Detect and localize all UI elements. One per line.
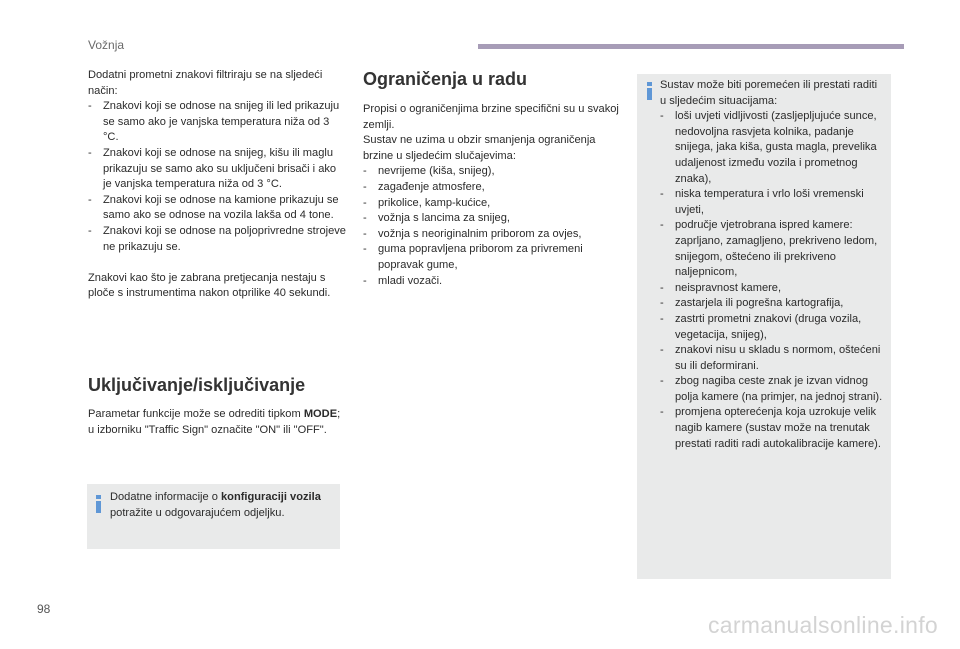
list-item: - neispravnost kamere, xyxy=(660,281,885,297)
column-middle xyxy=(363,68,621,289)
info-bold: konfiguraciji vozila xyxy=(221,491,321,503)
header-bar xyxy=(478,44,904,49)
info-box xyxy=(87,484,340,549)
list-item: - Znakovi koji se odnose na poljoprivredne strojeve ne prikazuju se. xyxy=(88,224,346,255)
list-item: - niska temperatura i vrlo loši vremenski uvjeti, xyxy=(660,187,885,218)
mode-key: MODE xyxy=(303,408,338,420)
info-text-end: potražite u odgovarajućem odjeljku. xyxy=(110,506,285,519)
list-item: - promjena opterećenja koja uzrokuje velik nagib kamere (sustav može na trenutak prestati raditi radi autokalibracije kamere). xyxy=(660,405,885,452)
filter-list xyxy=(88,99,346,255)
filter-intro: Dodatni prometni znakovi filtriraju se na sljedeći način: xyxy=(88,69,323,97)
regulations-line: Propisi o ograničenjima brzine specifični su u svakoj zemlji. xyxy=(363,103,619,131)
overtaking-paragraph: Znakovi kao što je zabrana pretjecanja nestaju s ploče s instrumentima nakon otprilike 40 sekundi. xyxy=(88,271,331,300)
list-item: - Znakovi koji se odnose na kamione prikazuju se samo ako se odnose na vozila lakša od 4 tone. xyxy=(88,193,346,224)
section-label: Vožnja xyxy=(88,38,125,52)
list-item: - područje vjetrobrana ispred kamere: zaprljano, zamagljeno, prekriveno ledom, snijegom, oštećeno ili prekriveno naljepnicom, xyxy=(660,218,885,280)
list-item: - znakovi nisu u skladu s normom, oštećeni su ili deformirani. xyxy=(660,343,885,374)
heading-on-off: Uključivanje/isključivanje xyxy=(88,375,306,395)
param-text-end: ; u izborniku "Traffic Sign" označite "ON" ili "OFF". xyxy=(88,408,341,436)
list-item: - Znakovi koji se odnose na snijeg ili led prikazuju se samo ako je vanjska temperatura niža od 3 °C. xyxy=(88,99,346,146)
list-item: - vožnja s lancima za snijeg, xyxy=(363,211,621,227)
info-text-start: Dodatne informacije o xyxy=(110,491,221,503)
disturbance-intro: Sustav može biti poremećen ili prestati raditi u sljedećim situacijama: xyxy=(660,79,878,107)
list-item: - loši uvjeti vidljivosti (zasljepljujuće sunce, nedovoljna rasvjeta kolnika, padanje snijega, jaka kiša, gusta magla, prevelika udaljenost između vozila i prometnog znaka), xyxy=(660,109,885,187)
page-number: 98 xyxy=(37,602,51,616)
column-left xyxy=(88,68,346,302)
info-text xyxy=(110,490,338,521)
list-item: - zagađenje atmosfere, xyxy=(363,180,621,196)
disturbance-list xyxy=(660,109,885,452)
watermark: carmanualsonline.info xyxy=(707,612,938,638)
parameter-paragraph xyxy=(88,407,348,438)
info-icon xyxy=(647,82,652,100)
limitations-list xyxy=(363,164,621,289)
list-item: - nevrijeme (kiša, snijeg), xyxy=(363,164,621,180)
system-line: Sustav ne uzima u obzir smanjenja ograničenja brzine u sljedećim slučajevima: xyxy=(363,134,596,162)
list-item: - mladi vozači. xyxy=(363,274,621,290)
param-text: Parametar funkcije može se odrediti tipkom xyxy=(88,408,304,420)
disturbance-box xyxy=(637,74,891,579)
info-icon xyxy=(96,495,101,513)
list-item: - zastarjela ili pogrešna kartografija, xyxy=(660,296,885,312)
heading-limitations: Ograničenja u radu xyxy=(363,69,528,89)
list-item: - prikolice, kamp-kućice, xyxy=(363,196,621,212)
list-item: - guma popravljena priborom za privremeni popravak gume, xyxy=(363,242,621,273)
list-item: - vožnja s neoriginalnim priborom za ovjes, xyxy=(363,227,621,243)
list-item: - zastrti prometni znakovi (druga vozila, vegetacija, snijeg), xyxy=(660,312,885,343)
list-item: - zbog nagiba ceste znak je izvan vidnog polja kamere (na primjer, na jednoj strani). xyxy=(660,374,885,405)
disturbance-content xyxy=(660,78,885,452)
list-item: - Znakovi koji se odnose na snijeg, kišu ili maglu prikazuju se samo ako su uključeni brisači i ako je vanjska temperatura niža od 3 °C. xyxy=(88,146,346,193)
